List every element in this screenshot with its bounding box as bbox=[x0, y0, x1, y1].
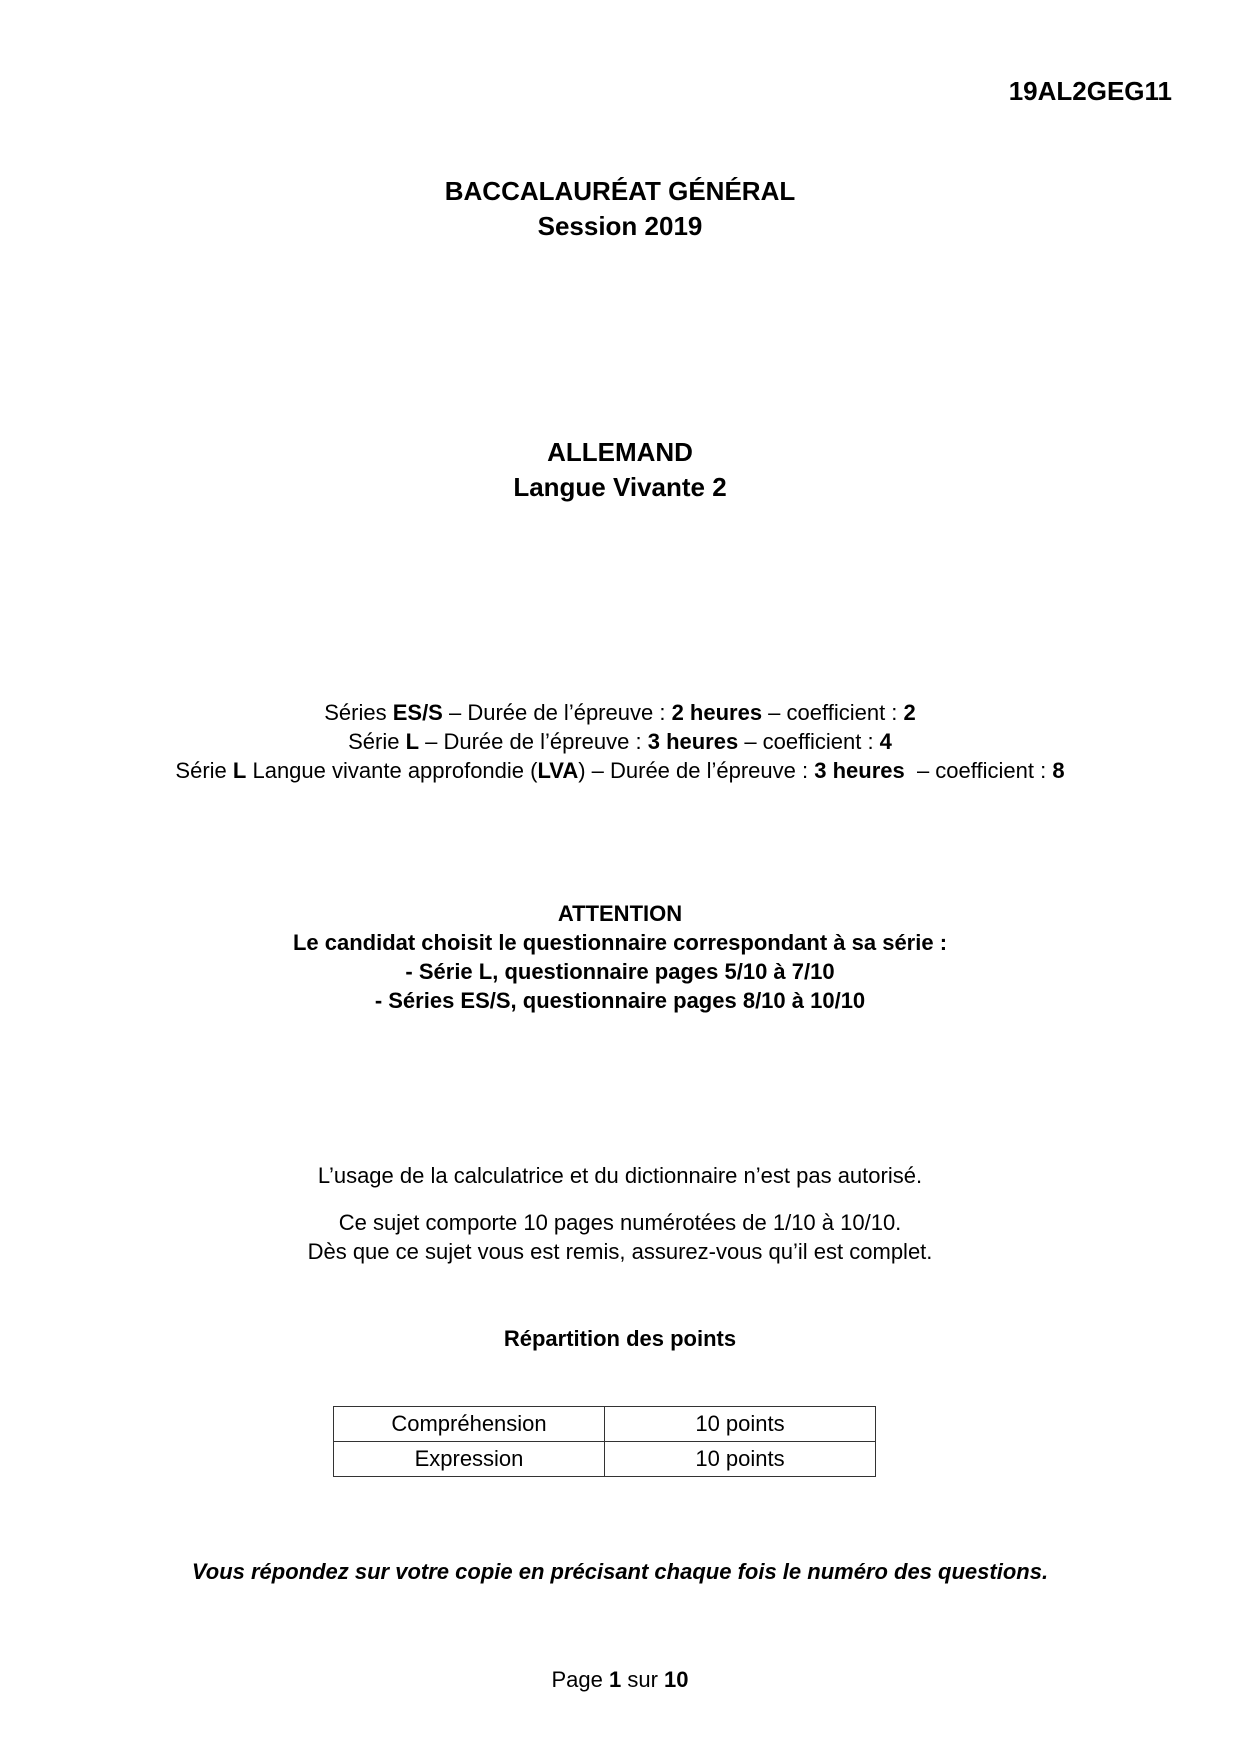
attention-line: - Série L, questionnaire pages 5/10 à 7/10 bbox=[405, 959, 835, 984]
pages-note: Ce sujet comporte 10 pages numérotées de 1/10 à 10/10. bbox=[338, 1210, 902, 1235]
attention-line: Le candidat choisit le questionnaire correspondant à sa série : bbox=[292, 930, 948, 955]
calculator-note: L’usage de la calculatrice et du dictionnaire n’est pas autorisé. bbox=[317, 1163, 923, 1188]
table-cell: Expression bbox=[334, 1442, 605, 1477]
table-cell: 10 points bbox=[605, 1407, 876, 1442]
answer-instruction: Vous répondez sur votre copie en précisant chaque fois le numéro des questions. bbox=[191, 1559, 1049, 1584]
series-line-l: Série L – Durée de l’épreuve : 3 heures – coefficient : 4 bbox=[348, 729, 892, 754]
points-table bbox=[333, 1406, 876, 1477]
exam-title: BACCALAURÉAT GÉNÉRAL bbox=[444, 176, 796, 206]
table-cell: 10 points bbox=[605, 1442, 876, 1477]
subject-subtitle: Langue Vivante 2 bbox=[513, 472, 727, 502]
series-line-lva: Série L Langue vivante approfondie (LVA) – Durée de l’épreuve : 3 heures – coefficient : 8 bbox=[175, 758, 1065, 783]
exam-session: Session 2019 bbox=[537, 211, 703, 241]
attention-title: ATTENTION bbox=[557, 901, 683, 926]
series-line-es-s: Séries ES/S – Durée de l’épreuve : 2 heures – coefficient : 2 bbox=[324, 700, 916, 725]
table-row bbox=[334, 1442, 876, 1477]
table-row bbox=[334, 1407, 876, 1442]
document-code: 19AL2GEG11 bbox=[1008, 76, 1172, 106]
completeness-note: Dès que ce sujet vous est remis, assurez-vous qu’il est complet. bbox=[307, 1239, 933, 1264]
attention-line: - Séries ES/S, questionnaire pages 8/10 à 10/10 bbox=[374, 988, 866, 1013]
subject-title: ALLEMAND bbox=[547, 437, 693, 467]
points-title: Répartition des points bbox=[503, 1326, 737, 1351]
page-footer: Page 1 sur 10 bbox=[551, 1667, 689, 1692]
table-cell: Compréhension bbox=[334, 1407, 605, 1442]
